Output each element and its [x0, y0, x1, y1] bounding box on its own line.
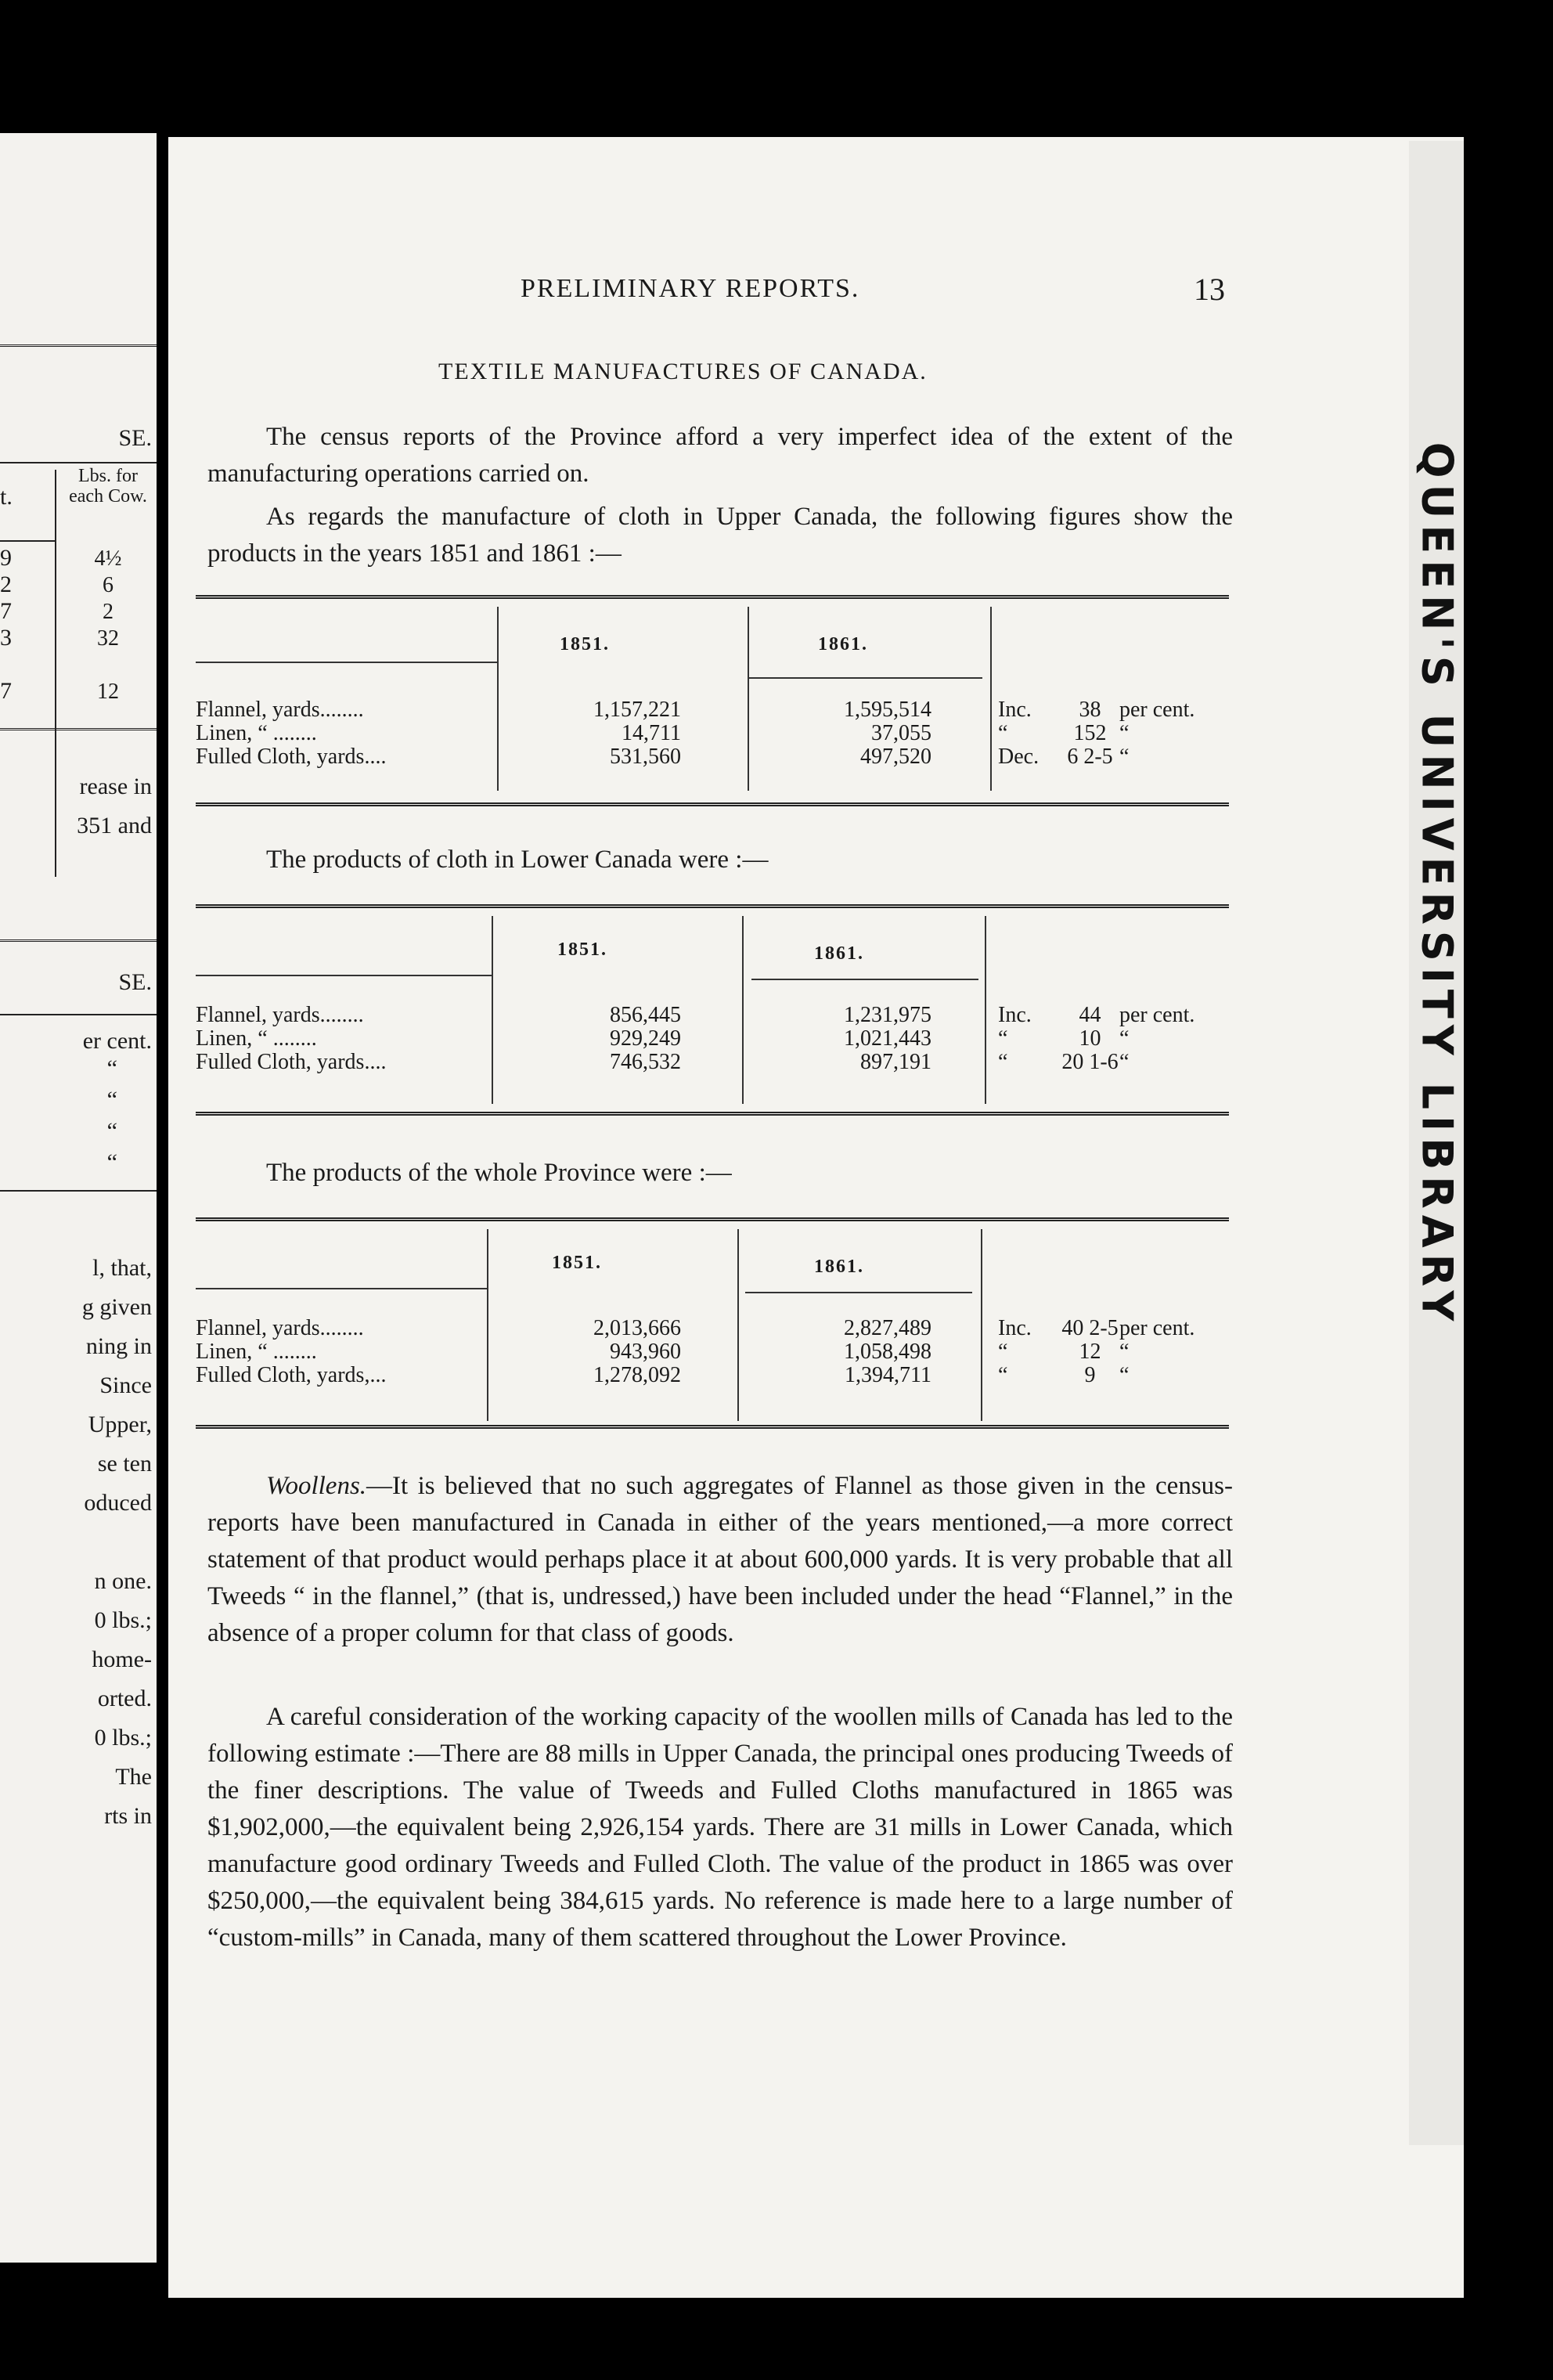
line-fragment: Since: [99, 1372, 152, 1398]
line-fragment: ning in: [85, 1333, 152, 1359]
table-row: Flannel, yards........ 856,445 1,231,975 Inc. 44 per cent.: [196, 1003, 1195, 1027]
line-fragment: home-: [92, 1646, 152, 1672]
header-fragment: SE.: [118, 425, 152, 451]
woollens-lead: Woollens.: [266, 1472, 367, 1500]
header-rule: [196, 1288, 487, 1289]
line-fragment: g given: [81, 1294, 152, 1320]
value: 2: [103, 600, 114, 624]
fragment: t.: [0, 484, 13, 510]
caption-whole-province: The products of the whole Province were :—: [266, 1159, 732, 1187]
header-rule: [748, 677, 982, 679]
rule: [0, 1190, 157, 1192]
fragment: 7: [0, 598, 12, 624]
table-upper-canada: [196, 595, 1229, 814]
percent-fragment: “: [106, 1087, 117, 1112]
line-fragment: 0 lbs.;: [94, 1725, 152, 1751]
value: 32: [97, 626, 119, 651]
value: 4½: [94, 546, 122, 571]
column-head: Lbs. for each Cow.: [69, 466, 147, 507]
table-row: Linen, “ ........ 943,960 1,058,498 “ 12 “: [196, 1340, 1130, 1364]
table-row: Flannel, yards........ 1,157,221 1,595,514 Inc. 38 per cent.: [196, 698, 1195, 722]
table-row: Flannel, yards........ 2,013,666 2,827,489 Inc. 40 2-5 per cent.: [196, 1316, 1195, 1340]
line-fragment: Upper,: [88, 1412, 152, 1437]
header-fragment: SE.: [118, 969, 152, 995]
table-whole-province: [196, 1217, 1229, 1437]
line-fragment: n one.: [94, 1568, 152, 1594]
library-stamp-text: QUEEN'S UNIVERSITY LIBRARY: [1412, 442, 1462, 1328]
previous-page-fragment: [0, 133, 157, 2263]
year-header: 1861.: [814, 1257, 864, 1277]
library-stamp: [1412, 407, 1462, 1362]
rule: [0, 462, 157, 463]
table-row: Linen, “ ........ 929,249 1,021,443 “ 10 “: [196, 1026, 1130, 1051]
page-number: 13: [1194, 272, 1225, 307]
year-header: 1861.: [818, 634, 868, 654]
line-fragment: orted.: [97, 1686, 152, 1711]
rule: [0, 1014, 157, 1015]
line-fragment: oduced: [84, 1490, 152, 1516]
rule: [0, 540, 55, 542]
double-rule: [0, 344, 157, 347]
fragment: 2: [0, 572, 12, 597]
paragraph-upper-canada: As regards the manufacture of cloth in Upper Canada, the following figures show the products in the years 1851 and 1861 :—: [207, 503, 1233, 568]
paragraph-mills-estimate: A careful consideration of the working capacity of the woollen mills of Canada has led to the following estimate :—There are 88 mills in Upper Canada, the principal ones producing Tweeds of the finer descriptions. The value of Tweeds and Fulled Cloths manufactured in 1865 was $1,902,000,—the equivalent being 2,926,154 yards. There are 31 mills in Lower Canada, which manufacture good ordinary Tweeds and Fulled Cloth. The value of the product in 1865 was over $250,000,—the equivalent being 384,615 yards. No reference is made here to a large number of “custom-mills” in Canada, many of them scattered throughout the Lower Province.: [207, 1703, 1233, 1952]
column-rule: [55, 470, 56, 877]
header-rule: [751, 979, 978, 980]
value: 6: [103, 573, 114, 597]
caption-lower-canada: The products of cloth in Lower Canada were :—: [266, 846, 769, 874]
percent-fragment: “: [106, 1118, 117, 1144]
fragment: 9: [0, 545, 12, 571]
year-header: 1851.: [552, 1253, 602, 1273]
header-rule: [196, 662, 497, 663]
running-head: PRELIMINARY REPORTS.: [521, 274, 860, 303]
table-row: Linen, “ ........ 14,711 37,055 “ 152 “: [196, 721, 1130, 745]
section-title: TEXTILE MANUFACTURES OF CANADA.: [438, 359, 928, 384]
table-lower-canada: [196, 904, 1229, 1123]
year-header: 1851.: [560, 634, 610, 654]
table-row: Fulled Cloth, yards.... 531,560 497,520 Dec. 6 2-5 “: [196, 745, 1130, 769]
table-bottom-rule: [196, 802, 1229, 806]
table-top-rule: [196, 1217, 1229, 1221]
paragraph-census: The census reports of the Province afford a very imperfect idea of the extent of the manufacturing operations carried on.: [207, 423, 1233, 488]
table-row: Fulled Cloth, yards,... 1,278,092 1,394,711 “ 9 “: [196, 1363, 1130, 1387]
table-bottom-rule: [196, 1425, 1229, 1429]
double-rule: [0, 728, 157, 730]
table-row: Fulled Cloth, yards.... 746,532 897,191 “ 20 1-6 “: [196, 1050, 1130, 1074]
line-fragment: The: [115, 1764, 152, 1790]
value: 12: [97, 680, 119, 704]
fragment: 7: [0, 678, 12, 704]
double-rule: [0, 939, 157, 942]
line-fragment: l, that,: [92, 1255, 152, 1281]
header-rule: [196, 975, 492, 976]
year-header: 1851.: [557, 939, 607, 960]
paragraph-woollens: Woollens.—It is believed that no such aggregates of Flannel as those given in the census-reports have been manufactured in Canada in either of the years mentioned,—a more correct statement of that product would perhaps place it at about 600,000 yards. It is very probable that all Tweeds “ in the flannel,” (that is, undressed,) have been included under the head “Flannel,” in the absence of a proper column for that class of goods.: [207, 1472, 1233, 1647]
line-fragment: se ten: [97, 1451, 152, 1477]
line-fragment: rts in: [104, 1803, 152, 1829]
table-top-rule: [196, 595, 1229, 599]
percent-fragment: er cent.: [82, 1028, 152, 1054]
line-fragment: 0 lbs.;: [94, 1607, 152, 1633]
year-header: 1861.: [814, 943, 864, 964]
table-bottom-rule: [196, 1112, 1229, 1116]
percent-fragment: “: [106, 1149, 117, 1175]
text-fragment: 351 and: [77, 813, 152, 838]
text-fragment: rease in: [79, 774, 152, 799]
table-top-rule: [196, 904, 1229, 908]
header-rule: [745, 1292, 972, 1293]
percent-fragment: “: [106, 1055, 117, 1081]
fragment: 3: [0, 625, 12, 651]
